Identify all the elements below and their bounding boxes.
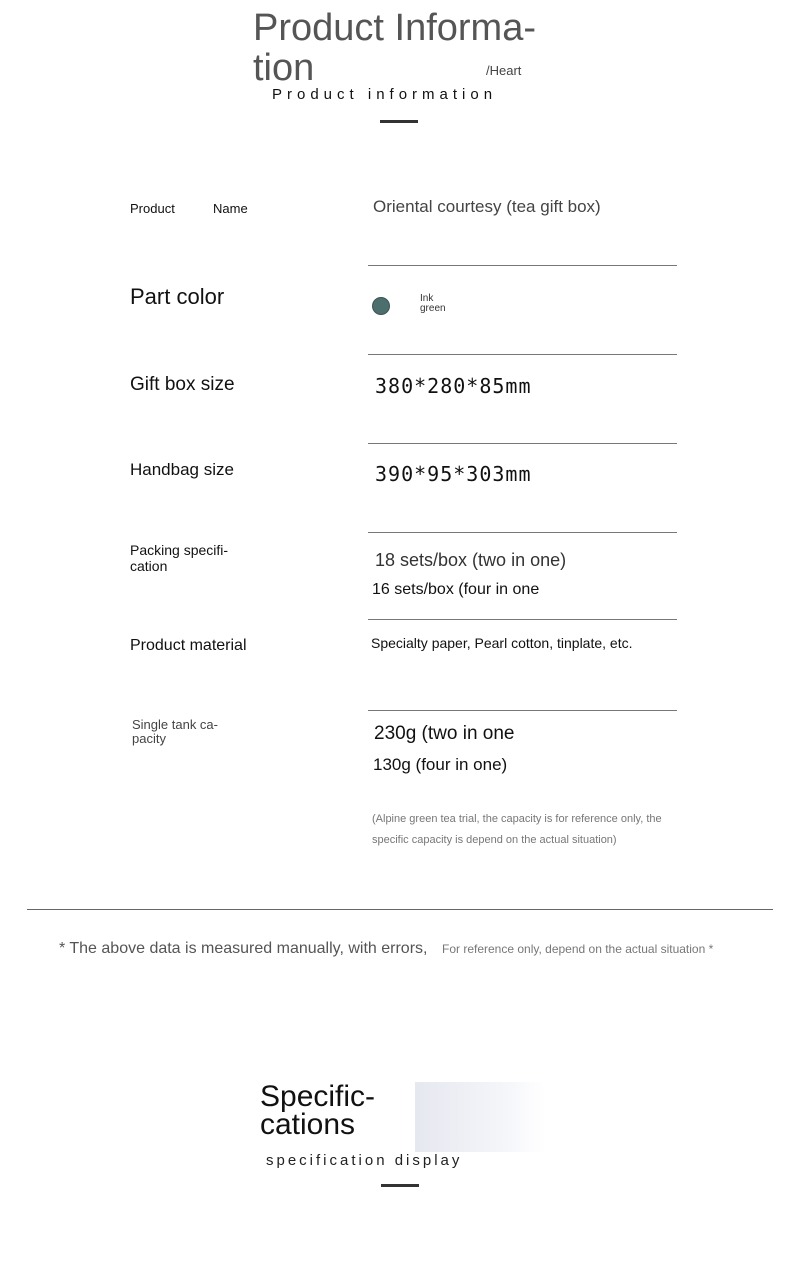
capacity-note: (Alpine green tea trial, the capacity is for reference only, the specific capacity is depend on the actual situation) <box>372 813 662 846</box>
spec-subtitle: specification display <box>266 1152 463 1169</box>
part-color-value: Ink green <box>420 293 446 314</box>
product-name-label-2: Name <box>213 201 248 216</box>
capacity-value-1: 230g (two in one <box>374 723 515 744</box>
row-divider <box>368 710 677 711</box>
spec-title-shade <box>415 1082 545 1152</box>
product-name-value: Oriental courtesy (tea gift box) <box>373 197 601 216</box>
material-value: Specialty paper, Pearl cotton, tinplate, etc. <box>371 635 633 651</box>
packing-spec-label: Packing specifi- cation <box>130 542 229 574</box>
handbag-size-value: 390*95*303mm <box>375 462 532 486</box>
part-color-label: Part color <box>130 284 225 309</box>
row-divider <box>368 265 677 266</box>
gift-box-size-value: 380*280*85mm <box>375 374 532 398</box>
row-divider <box>368 532 677 533</box>
gift-box-size-label: Gift box size <box>130 374 235 395</box>
product-name-label-1: Product <box>130 201 175 216</box>
row-divider <box>368 443 677 444</box>
title-divider <box>380 120 418 123</box>
section-divider <box>27 909 773 910</box>
packing-spec-value-2: 16 sets/box (four in one <box>372 581 540 598</box>
material-label: Product material <box>130 637 247 654</box>
footnote-small: For reference only, depend on the actual situation * <box>442 942 714 956</box>
spec-divider <box>381 1184 419 1187</box>
handbag-size-label: Handbag size <box>130 460 234 479</box>
page-title: Product Informa- tion <box>253 7 536 89</box>
page-subtitle: Product information <box>272 86 498 103</box>
capacity-value-2: 130g (four in one) <box>373 755 508 774</box>
color-swatch <box>372 297 390 315</box>
packing-spec-value-1: 18 sets/box (two in one) <box>375 550 567 570</box>
row-divider <box>368 619 677 620</box>
row-divider <box>368 354 677 355</box>
title-tag: /Heart <box>486 63 522 78</box>
capacity-label: Single tank ca- pacity <box>132 717 218 746</box>
spec-title: Specific- cations <box>260 1080 376 1141</box>
footnote-main: * The above data is measured manually, with errors, <box>59 940 428 957</box>
